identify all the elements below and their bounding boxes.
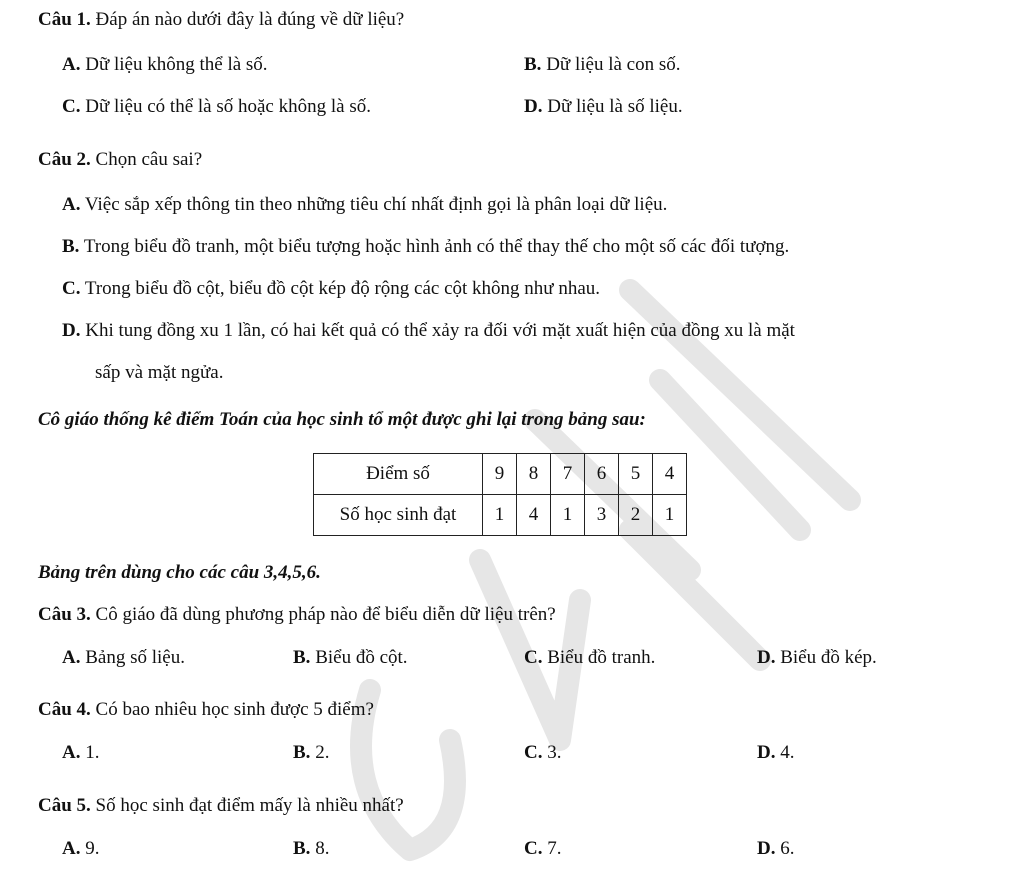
table-intro: Cô giáo thống kê điểm Toán của học sinh tổ một được ghi lại trong bảng sau: xyxy=(38,409,646,430)
option-letter: B. xyxy=(293,647,311,668)
table-cell: 1 xyxy=(483,495,517,536)
option-text: Khi tung đồng xu 1 lần, có hai kết quả có thể xảy ra đối với mặt xuất hiện của đồng xu là mặt xyxy=(85,320,795,341)
option-letter: D. xyxy=(757,742,776,763)
q3-option-b[interactable] xyxy=(293,647,408,669)
option-letter: B. xyxy=(293,742,311,763)
question-2-text: Chọn câu sai? xyxy=(95,149,203,170)
question-2 xyxy=(38,149,202,171)
table-cell: 6 xyxy=(585,454,619,495)
question-1-text: Đáp án nào dưới đây là đúng về dữ liệu? xyxy=(95,9,405,30)
q2-option-b[interactable] xyxy=(62,236,789,258)
question-5-text: Số học sinh đạt điểm mấy là nhiều nhất? xyxy=(95,795,404,816)
q4-option-d[interactable] xyxy=(757,742,794,764)
table-cell: 4 xyxy=(517,495,551,536)
option-letter: A. xyxy=(62,194,81,215)
table-row xyxy=(314,454,687,495)
option-letter: D. xyxy=(757,838,776,859)
question-4-text: Có bao nhiêu học sinh được 5 điểm? xyxy=(95,699,374,720)
row-header-count: Số học sinh đạt xyxy=(314,495,483,536)
q2-option-d-continued xyxy=(95,362,223,384)
question-1-label: Câu 1. xyxy=(38,9,91,30)
option-letter: B. xyxy=(524,54,542,75)
table-cell: 7 xyxy=(551,454,585,495)
score-table xyxy=(313,453,687,536)
q1-option-b[interactable] xyxy=(524,54,681,76)
q1-option-c[interactable] xyxy=(62,96,371,118)
q1-option-d[interactable] xyxy=(524,96,683,118)
table-cell: 5 xyxy=(619,454,653,495)
question-4-label: Câu 4. xyxy=(38,699,91,720)
option-text: Dữ liệu có thể là số hoặc không là số. xyxy=(85,96,371,117)
row-header-score: Điểm số xyxy=(314,454,483,495)
q3-option-d[interactable] xyxy=(757,647,877,669)
option-text: 2. xyxy=(315,742,330,763)
option-letter: C. xyxy=(62,96,81,117)
q2-option-c[interactable] xyxy=(62,278,600,300)
q1-option-a[interactable] xyxy=(62,54,268,76)
option-text: Dữ liệu không thể là số. xyxy=(85,54,268,75)
q2-option-d[interactable] xyxy=(62,320,795,342)
q2-option-a[interactable] xyxy=(62,194,667,216)
q4-option-a[interactable] xyxy=(62,742,99,764)
option-text: Việc sắp xếp thông tin theo những tiêu chí nhất định gọi là phân loại dữ liệu. xyxy=(84,194,668,215)
option-text: 3. xyxy=(547,742,562,763)
table-row xyxy=(314,495,687,536)
option-text: Trong biểu đồ cột, biểu đồ cột kép độ rộng các cột không như nhau. xyxy=(84,278,601,299)
option-text: Biểu đồ kép. xyxy=(780,647,877,668)
q4-option-b[interactable] xyxy=(293,742,329,764)
q3-option-a[interactable] xyxy=(62,647,185,669)
question-2-label: Câu 2. xyxy=(38,149,91,170)
option-letter: D. xyxy=(62,320,81,341)
q4-option-c[interactable] xyxy=(524,742,561,764)
q3-option-c[interactable] xyxy=(524,647,655,669)
q5-option-b[interactable] xyxy=(293,838,329,860)
table-cell: 4 xyxy=(653,454,687,495)
table-cell: 2 xyxy=(619,495,653,536)
option-letter: A. xyxy=(62,54,81,75)
option-text: 9. xyxy=(85,838,100,859)
option-text: 7. xyxy=(547,838,562,859)
q5-option-c[interactable] xyxy=(524,838,561,860)
table-cell: 3 xyxy=(585,495,619,536)
option-text: 1. xyxy=(85,742,100,763)
table-cell: 8 xyxy=(517,454,551,495)
watermark-logo xyxy=(330,270,890,870)
option-text: Trong biểu đồ tranh, một biểu tượng hoặc hình ảnh có thể thay thế cho một số các đối tượng. xyxy=(83,236,790,257)
option-letter: D. xyxy=(757,647,776,668)
question-5 xyxy=(38,795,404,817)
option-text: Biểu đồ cột. xyxy=(315,647,408,668)
option-text: 8. xyxy=(315,838,330,859)
option-letter: B. xyxy=(293,838,311,859)
option-letter: C. xyxy=(524,742,543,763)
question-3-label: Câu 3. xyxy=(38,604,91,625)
question-5-label: Câu 5. xyxy=(38,795,91,816)
q5-option-a[interactable] xyxy=(62,838,99,860)
option-text-continued: sấp và mặt ngửa. xyxy=(95,362,224,383)
option-text: 6. xyxy=(780,838,795,859)
question-3 xyxy=(38,604,556,626)
option-text: Biểu đồ tranh. xyxy=(547,647,656,668)
option-letter: A. xyxy=(62,742,81,763)
option-text: Dữ liệu là con số. xyxy=(546,54,681,75)
option-letter: C. xyxy=(524,838,543,859)
question-1 xyxy=(38,9,404,31)
option-letter: D. xyxy=(524,96,543,117)
option-text: Bảng số liệu. xyxy=(85,647,185,668)
option-letter: C. xyxy=(62,278,81,299)
option-letter: C. xyxy=(524,647,543,668)
table-cell: 9 xyxy=(483,454,517,495)
option-text: 4. xyxy=(780,742,795,763)
question-3-text: Cô giáo đã dùng phương pháp nào để biểu diễn dữ liệu trên? xyxy=(95,604,556,625)
option-letter: B. xyxy=(62,236,80,257)
q5-option-d[interactable] xyxy=(757,838,794,860)
option-text: Dữ liệu là số liệu. xyxy=(547,96,683,117)
option-letter: A. xyxy=(62,838,81,859)
option-letter: A. xyxy=(62,647,81,668)
table-cell: 1 xyxy=(653,495,687,536)
question-4 xyxy=(38,699,374,721)
table-note: Bảng trên dùng cho các câu 3,4,5,6. xyxy=(38,562,321,583)
table-cell: 1 xyxy=(551,495,585,536)
